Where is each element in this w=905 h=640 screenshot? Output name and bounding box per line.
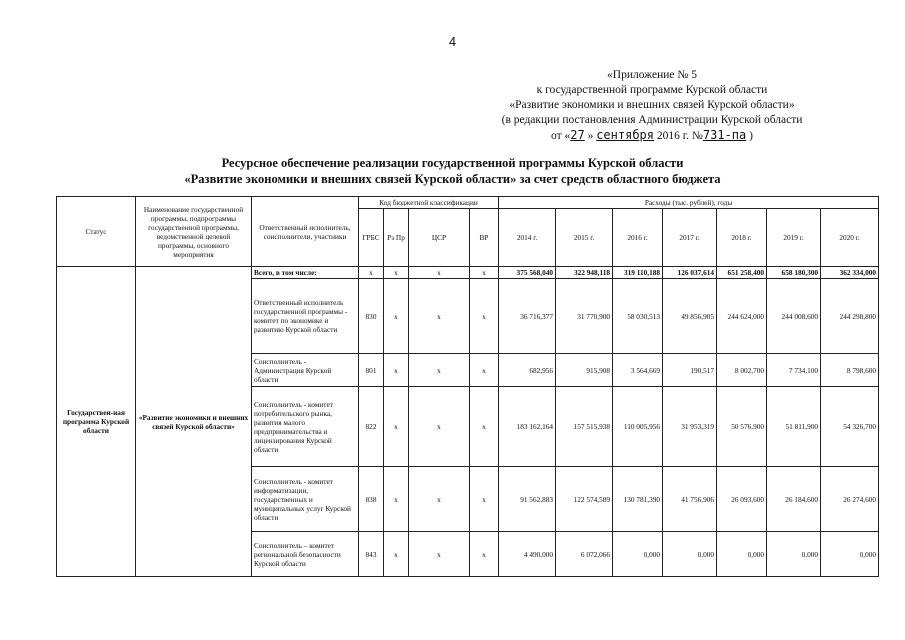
- vr-cell: х: [470, 532, 499, 577]
- value-cell: 0,000: [717, 532, 767, 577]
- appendix-line-3: «Развитие экономики и внешних связей Курской области»: [509, 99, 795, 111]
- value-cell: 0,000: [613, 532, 663, 577]
- participant-cell: Соисполнитель - комитет потребительского рынка, развития малого предпринимательства и лицензирования Курской области: [252, 387, 359, 467]
- appendix-line-4: (в редакции постановления Администрации Курской области: [501, 114, 803, 126]
- table-row: [57, 267, 879, 279]
- value-cell: 651 258,400: [717, 267, 767, 279]
- date-mid: »: [587, 130, 594, 142]
- rzpr-cell: х: [384, 279, 409, 354]
- appendix-note: [442, 68, 862, 144]
- value-cell: 26 184,600: [767, 467, 821, 532]
- participant-cell: Ответственный исполнитель государственной программы - комитет по экономике и развитию Курской области: [252, 279, 359, 354]
- value-cell: 41 756,906: [663, 467, 717, 532]
- vr-cell: х: [470, 354, 499, 387]
- value-cell: 31 770,900: [556, 279, 613, 354]
- header-year: 2019 г.: [767, 209, 821, 267]
- grbs-cell: 838: [359, 467, 384, 532]
- header-year: 2015 г.: [556, 209, 613, 267]
- vr-cell: х: [470, 279, 499, 354]
- value-cell: 51 811,900: [767, 387, 821, 467]
- header-name: Наименование государственной программы, подпрограммы государственной программы, ведомственной целевой программы, основного мероприятия: [136, 197, 252, 267]
- vr-cell: х: [470, 267, 499, 279]
- value-cell: 190,517: [663, 354, 717, 387]
- header-grbs: ГРБС: [359, 209, 384, 267]
- value-cell: 26 093,600: [717, 467, 767, 532]
- participant-cell: Соисполнитель - Администрация Курской области: [252, 354, 359, 387]
- appendix-line-1: «Приложение № 5: [607, 69, 697, 81]
- rzpr-cell: х: [384, 532, 409, 577]
- value-cell: 157 515,938: [556, 387, 613, 467]
- value-cell: 244 624,000: [717, 279, 767, 354]
- value-cell: 26 274,600: [821, 467, 879, 532]
- value-cell: 244 008,600: [767, 279, 821, 354]
- value-cell: 375 568,040: [499, 267, 556, 279]
- participant-cell: Соисполнитель – комитет региональной безопасности Курской области: [252, 532, 359, 577]
- rzpr-cell: х: [384, 354, 409, 387]
- appendix-date-line: [442, 128, 862, 144]
- date-close: ): [749, 130, 753, 142]
- value-cell: 91 562,883: [499, 467, 556, 532]
- header-rzpr: Рз Пр: [384, 209, 409, 267]
- value-cell: 31 953,319: [663, 387, 717, 467]
- date-year: 2016 г. №: [656, 130, 703, 142]
- header-vr: ВР: [470, 209, 499, 267]
- grbs-cell: 801: [359, 354, 384, 387]
- value-cell: 322 948,118: [556, 267, 613, 279]
- grbs-cell: 843: [359, 532, 384, 577]
- value-cell: 319 110,188: [613, 267, 663, 279]
- resource-table: [56, 196, 879, 577]
- value-cell: 50 576,900: [717, 387, 767, 467]
- csr-cell: х: [409, 354, 470, 387]
- csr-cell: х: [409, 387, 470, 467]
- value-cell: 0,000: [663, 532, 717, 577]
- program-name-cell: «Развитие экономики и внешних связей Курской области»: [136, 267, 252, 577]
- value-cell: 0,000: [767, 532, 821, 577]
- value-cell: 8 798,600: [821, 354, 879, 387]
- value-cell: 6 072,066: [556, 532, 613, 577]
- grbs-cell: х: [359, 267, 384, 279]
- header-year: 2014 г.: [499, 209, 556, 267]
- csr-cell: х: [409, 267, 470, 279]
- page-number: 4: [448, 34, 457, 49]
- header-budget-code: Код бюджетной классификации: [359, 197, 499, 209]
- value-cell: 126 037,614: [663, 267, 717, 279]
- value-cell: 3 564,669: [613, 354, 663, 387]
- header-year: 2020 г.: [821, 209, 879, 267]
- value-cell: 8 002,700: [717, 354, 767, 387]
- participant-cell: Соисполнитель - комитет информатизации, государственных и муниципальных услуг Курской области: [252, 467, 359, 532]
- header-year: 2018 г.: [717, 209, 767, 267]
- vr-cell: х: [470, 387, 499, 467]
- header-expenses: Расходы (тыс. рублей), годы: [499, 197, 879, 209]
- vr-cell: х: [470, 467, 499, 532]
- value-cell: 183 162,164: [499, 387, 556, 467]
- value-cell: 682,956: [499, 354, 556, 387]
- grbs-cell: 830: [359, 279, 384, 354]
- value-cell: 54 326,700: [821, 387, 879, 467]
- header-status: Статус: [57, 197, 136, 267]
- value-cell: 4 490,000: [499, 532, 556, 577]
- value-cell: 122 574,589: [556, 467, 613, 532]
- document-title: [0, 155, 905, 187]
- date-prefix: от «: [551, 130, 571, 142]
- value-cell: 130 781,390: [613, 467, 663, 532]
- value-cell: 7 734,100: [767, 354, 821, 387]
- date-month: сентября: [596, 128, 654, 142]
- title-line-2: «Развитие экономики и внешних связей Курской области» за счет средств областного бюджета: [184, 172, 721, 186]
- rzpr-cell: х: [384, 387, 409, 467]
- header-year: 2016 г.: [613, 209, 663, 267]
- appendix-line-2: к государственной программе Курской области: [536, 84, 768, 96]
- decree-number: 731-па: [702, 128, 747, 142]
- rzpr-cell: х: [384, 467, 409, 532]
- csr-cell: х: [409, 279, 470, 354]
- value-cell: 0,000: [821, 532, 879, 577]
- value-cell: 915,908: [556, 354, 613, 387]
- value-cell: 110 005,956: [613, 387, 663, 467]
- grbs-cell: 822: [359, 387, 384, 467]
- header-responsible: Ответственный исполнитель, соисполнители, участники: [252, 197, 359, 267]
- header-csr: ЦСР: [409, 209, 470, 267]
- csr-cell: х: [409, 467, 470, 532]
- value-cell: 49 856,905: [663, 279, 717, 354]
- csr-cell: х: [409, 532, 470, 577]
- date-day: 27: [570, 128, 585, 142]
- title-line-1: Ресурсное обеспечение реализации государственной программы Курской области: [221, 156, 684, 170]
- header-year: 2017 г.: [663, 209, 717, 267]
- value-cell: 362 334,000: [821, 267, 879, 279]
- participant-cell: Всего, в том числе:: [252, 267, 359, 279]
- value-cell: 244 298,800: [821, 279, 879, 354]
- rzpr-cell: х: [384, 267, 409, 279]
- status-cell: Государствен-ная программа Курской области: [57, 267, 136, 577]
- value-cell: 36 716,377: [499, 279, 556, 354]
- value-cell: 658 180,300: [767, 267, 821, 279]
- value-cell: 58 030,513: [613, 279, 663, 354]
